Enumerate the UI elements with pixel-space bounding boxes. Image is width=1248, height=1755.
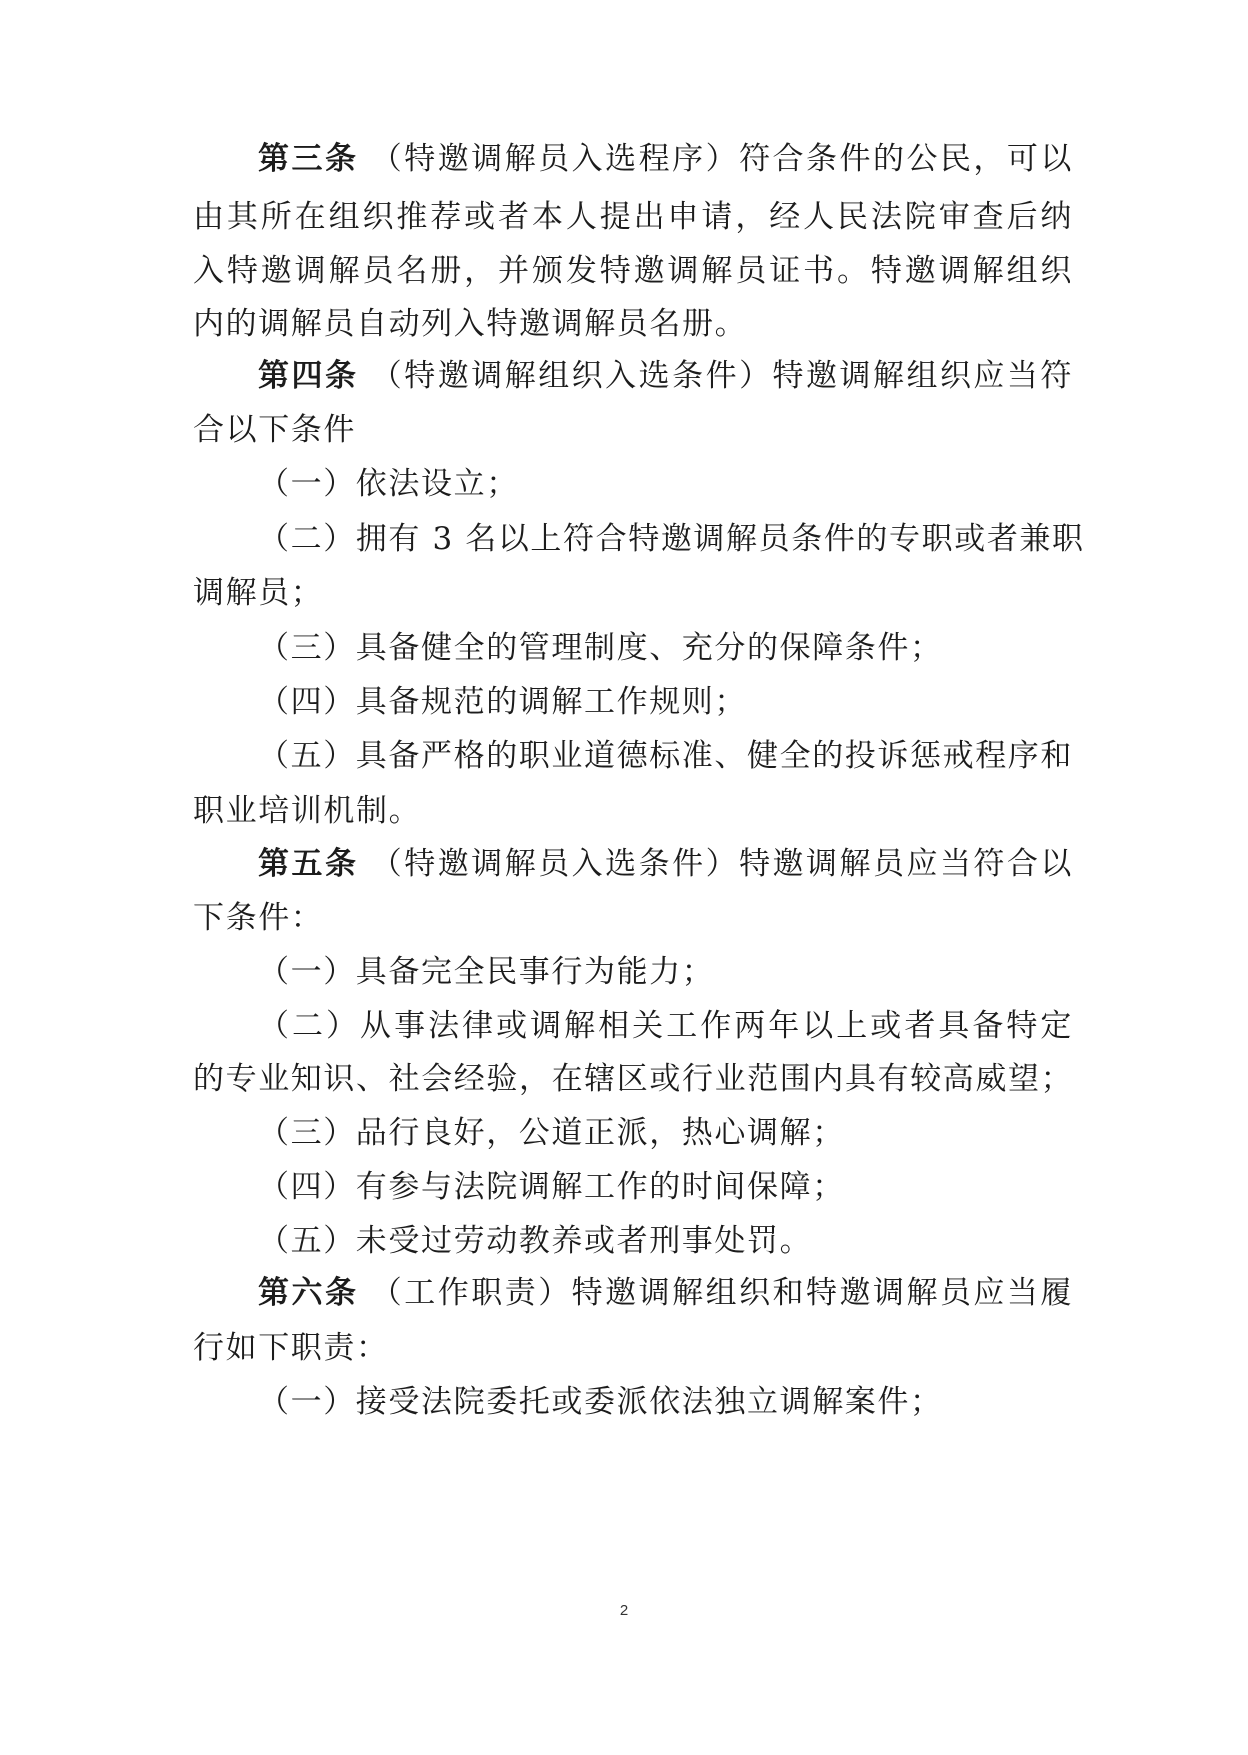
article-4-item-3: （三）具备健全的管理制度、充分的保障条件； [258, 630, 943, 666]
article-6-item-1: （一）接受法院委托或委派依法独立调解案件； [258, 1384, 943, 1420]
article-3-text-line: 由其所在组织推荐或者本人提出申请，经人民法院审查后纳 [193, 199, 1073, 235]
article-4-item-2: （二）拥有 3 名以上符合特邀调解员条件的专职或者兼职 [258, 521, 1085, 557]
article-3-title: （特邀调解员入选程序）符合条件的公民，可以 [370, 141, 1073, 177]
page-number: 2 [619, 1602, 629, 1619]
article-6-title: （工作职责）特邀调解组织和特邀调解员应当履 [370, 1275, 1073, 1311]
article-6-heading: 第六条 [258, 1275, 359, 1311]
article-5-item-2-cont: 的专业知识、社会经验，在辖区或行业范围内具有较高威望； [193, 1061, 1074, 1097]
article-5-item-3: （三）品行良好，公道正派，热心调解； [258, 1115, 845, 1151]
article-5-item-2: （二）从事法律或调解相关工作两年以上或者具备特定 [258, 1008, 1073, 1044]
article-4-first-line [258, 346, 1073, 406]
article-3-first-line [258, 129, 1073, 189]
article-4-item-5-cont: 职业培训机制。 [193, 793, 422, 829]
article-4-item-4: （四）具备规范的调解工作规则； [258, 684, 747, 720]
article-5-item-1: （一）具备完全民事行为能力； [258, 954, 715, 990]
article-4-item-1: （一）依法设立； [258, 466, 519, 502]
article-4-item-2-cont: 调解员； [193, 575, 324, 611]
article-5-first-line [258, 834, 1073, 894]
article-4-heading: 第四条 [258, 358, 359, 394]
article-4-item-5: （五）具备严格的职业道德标准、健全的投诉惩戒程序和 [258, 738, 1073, 774]
article-3-text-line: 内的调解员自动列入特邀调解员名册。 [193, 306, 748, 342]
article-6-text-line: 行如下职责： [193, 1330, 389, 1366]
article-5-item-5: （五）未受过劳动教养或者刑事处罚。 [258, 1223, 813, 1259]
article-5-heading: 第五条 [258, 846, 359, 882]
article-3-heading: 第三条 [258, 141, 359, 177]
article-5-title: （特邀调解员入选条件）特邀调解员应当符合以 [370, 846, 1073, 882]
article-4-title: （特邀调解组织入选条件）特邀调解组织应当符 [370, 358, 1073, 394]
article-6-first-line [258, 1263, 1073, 1323]
article-5-text-line: 下条件： [193, 900, 324, 936]
article-5-item-4: （四）有参与法院调解工作的时间保障； [258, 1169, 845, 1205]
article-3-text-line: 入特邀调解员名册，并颁发特邀调解员证书。特邀调解组织 [193, 253, 1073, 289]
article-4-text-line: 合以下条件 [193, 412, 356, 448]
